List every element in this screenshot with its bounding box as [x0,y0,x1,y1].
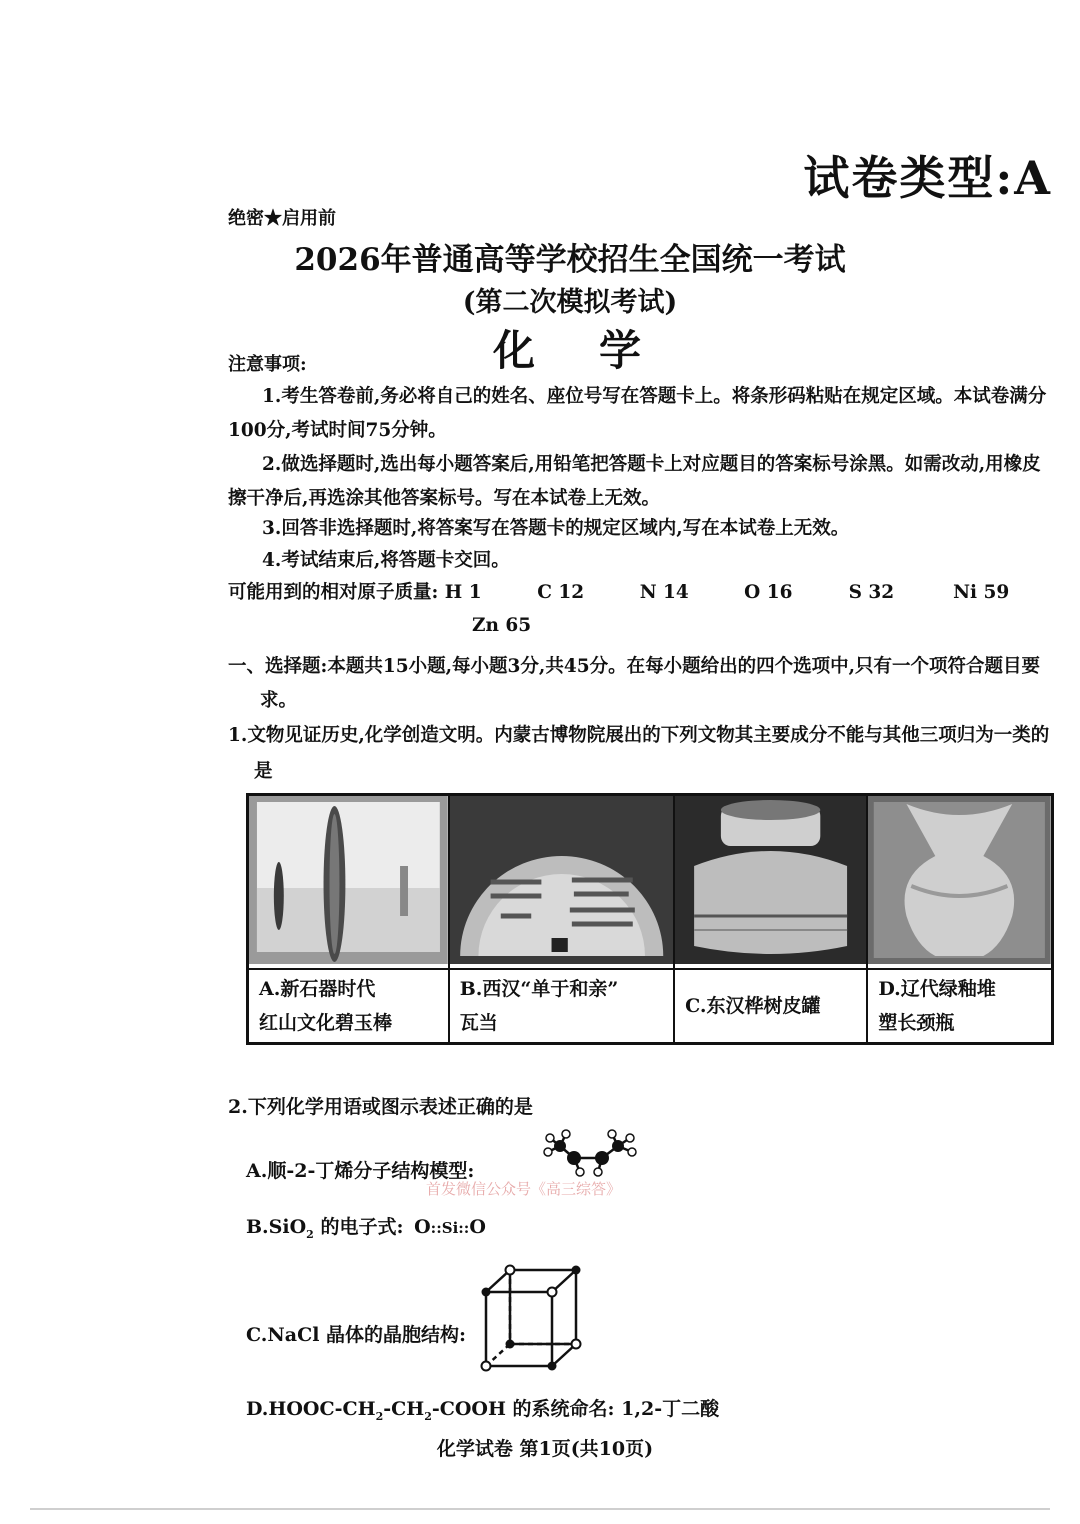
exam-subtitle: (第二次模拟考试) [462,287,678,318]
relic-d-photo [867,795,1052,970]
q2-option-d-part3: -COOH 的系统命名: 1,2-丁二酸 [431,1398,720,1420]
section-heading: 一、选择题:本题共15小题,每小题3分,共45分。在每小题给出的四个选项中,只有一个项符合题目要求。 [228,656,1041,711]
atomic-masses [228,578,1009,604]
page-footer: 化学试卷 第1页(共10页) [436,1438,654,1460]
tile-end-image [450,796,673,964]
sio2-oxygen-right: O [469,1216,486,1238]
q2-option-d-part1: D.HOOC-CH [246,1398,376,1420]
jade-rod-image [249,796,448,964]
atomic-mass-ni: Ni 59 [953,582,1010,603]
sio2-silicon: ::Si:: [430,1219,470,1237]
sio2-electron-formula [414,1216,486,1238]
relic-c-photo [674,795,867,970]
q2-option-a: A.顺-2-丁烯分子结构模型: [246,1160,475,1182]
q2-option-b-prefix: B.SiO [246,1216,307,1238]
option-b-caption [449,969,674,1044]
notice-item-1: 1.考生答卷前,务必将自己的姓名、座位号写在答题卡上。将条形码粘贴在规定区域。本试卷满分100分,考试时间75分钟。 [228,386,1047,441]
bottom-rule [30,1508,1050,1510]
paper-type: 试卷类型:A [803,151,1052,205]
q2-option-b [246,1212,486,1241]
option-b-line2: 瓦当 [459,1012,498,1034]
birch-bark-jar-image [675,796,866,964]
option-b-line1: B.西汉“单于和亲” [459,978,619,1000]
subject-title: 化学 [492,326,705,375]
q2-option-b-sub: 2 [306,1227,314,1241]
option-d-line2: 塑长颈瓶 [878,1012,955,1034]
option-d-caption [867,969,1052,1044]
option-a-line2: 红山文化碧玉棒 [259,1012,393,1034]
atomic-mass-h: H 1 [444,582,482,603]
option-a-caption [248,969,449,1044]
cis-2-butene-model-icon [540,1128,640,1180]
sio2-oxygen-left: O [414,1216,431,1238]
q2-option-c: C.NaCl 晶体的晶胞结构: [246,1324,467,1346]
option-c-caption [674,969,867,1044]
atomic-mass-n: N 14 [639,582,689,603]
long-neck-vase-image [868,796,1051,964]
watermark: 首发微信公众号《高三综答》 [426,1180,622,1198]
secret-label: 绝密★启用前 [228,208,336,229]
q2-option-d-sub2: 2 [424,1409,432,1423]
option-c-line1: C.东汉桦树皮罐 [685,995,821,1017]
relic-b-photo [449,795,674,970]
notice-item-4: 4.考试结束后,将答题卡交回。 [262,550,510,571]
q2-option-d [246,1394,719,1423]
q2-option-d-part2: -CH [383,1398,425,1420]
exam-title: 2026年普通高等学校招生全国统一考试 [294,242,846,278]
notice-heading: 注意事项: [228,354,307,375]
option-d-line1: D.辽代绿釉堆 [878,978,996,1000]
option-a-line1: A.新石器时代 [259,978,376,1000]
notice-item-3: 3.回答非选择题时,将答案写在答题卡的规定区域内,写在本试卷上无效。 [262,518,850,539]
nacl-unit-cell-icon [478,1262,590,1374]
atomic-mass-c: C 12 [537,582,585,603]
atomic-mass-s: S 32 [848,582,895,603]
notice-item-2: 2.做选择题时,选出每小题答案后,用铅笔把答题卡上对应题目的答案标号涂黑。如需改动,用橡皮擦干净后,再选涂其他答案标号。写在本试卷上无效。 [228,454,1041,509]
q2-option-d-sub1: 2 [375,1409,384,1423]
question-2-stem: 2.下列化学用语或图示表述正确的是 [228,1096,533,1118]
question-1-stem: 1.文物见证历史,化学创造文明。内蒙古博物院展出的下列文物其主要成分不能与其他三项归为一类的是 [228,725,1050,782]
relic-a-photo [248,795,449,970]
relics-table [246,793,1054,1045]
q2-option-b-suffix: 的电子式: [313,1216,404,1238]
atomic-mass-zn: Zn 65 [472,615,532,636]
atomic-masses-label: 可能用到的相对原子质量: [228,582,439,603]
atomic-mass-o: O 16 [744,582,793,603]
